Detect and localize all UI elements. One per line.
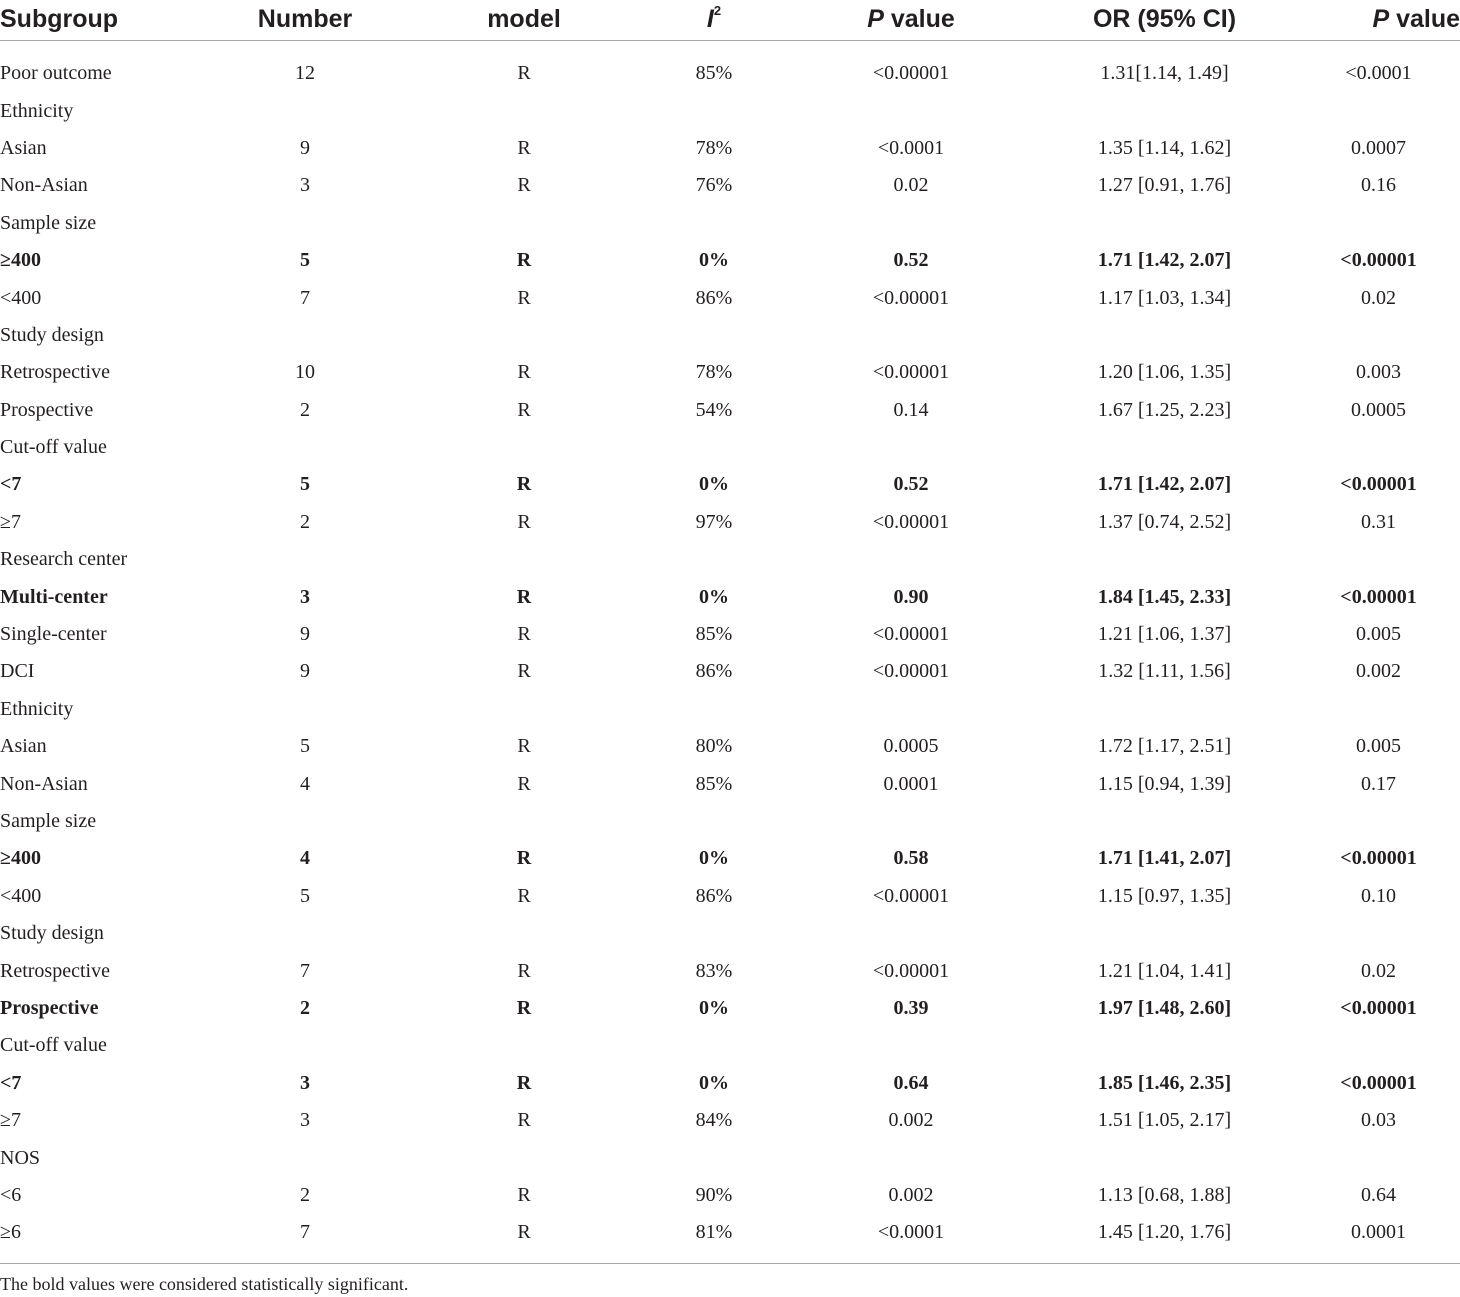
cell-number: 2 [300,510,310,533]
cell-p2-value: 0.0001 [1351,1221,1406,1244]
cell-p-value: <0.00001 [872,62,950,85]
cell-i2 [638,1027,790,1064]
cell-i2: 54% [695,398,733,421]
cell-p-value [790,691,1032,728]
cell-number: 2 [300,1183,310,1206]
cell-p-value: <0.00001 [872,286,950,309]
header-or: OR (95% CI) [1032,0,1297,41]
cell-or: 1.35 [1.14, 1.62] [1097,136,1232,159]
cell-i2: 0% [699,249,729,272]
table-row [0,765,1460,802]
cell-or [1032,317,1297,354]
cell-i2: 0% [699,473,729,496]
cell-or: 1.32 [1.11, 1.56] [1098,660,1231,683]
cell-number: 9 [300,136,310,159]
table-row [0,653,1460,690]
cell-subgroup: Cut-off value [0,436,107,459]
cell-subgroup: Ethnicity [0,697,74,720]
cell-subgroup: Non-Asian [0,174,88,197]
cell-p-value: <0.00001 [872,623,950,646]
cell-p-value [790,1027,1032,1064]
cell-number [200,915,410,952]
cell-subgroup: Study design [0,323,104,346]
cell-i2: 86% [695,660,733,683]
header-number: Number [200,0,410,41]
cell-i2 [638,915,790,952]
cell-i2 [638,1139,790,1176]
cell-p2-value: <0.00001 [1340,847,1417,870]
bottom-rule [0,1263,1460,1264]
cell-p-value [790,205,1032,242]
cell-p2-value [1297,317,1460,354]
cell-p-value [790,915,1032,952]
cell-i2: 90% [695,1183,733,1206]
table-row [0,691,1460,728]
cell-p-value: <0.00001 [872,361,950,384]
cell-model: R [517,510,531,533]
cell-i2 [638,541,790,578]
cell-number: 5 [300,735,310,758]
cell-p-value [790,1139,1032,1176]
cell-or: 1.21 [1.04, 1.41] [1097,959,1232,982]
cell-p-value: 0.14 [893,398,929,421]
cell-model [410,915,638,952]
cell-subgroup: <7 [0,1071,22,1094]
cell-p-value [790,92,1032,129]
cell-p-value: 0.002 [888,1183,934,1206]
cell-number [200,92,410,129]
header-p2-rest: value [1389,4,1460,33]
table-row [0,915,1460,952]
cell-i2: 0% [699,996,729,1019]
cell-p2-value [1297,1139,1460,1176]
cell-i2: 0% [699,1071,729,1094]
cell-or: 1.15 [0.94, 1.39] [1097,772,1232,795]
cell-or: 1.20 [1.06, 1.35] [1097,361,1232,384]
cell-subgroup: <7 [0,473,22,496]
cell-p-value: 0.39 [893,996,929,1019]
cell-p2-value: 0.0007 [1351,136,1406,159]
cell-or: 1.71 [1.42, 2.07] [1097,249,1232,272]
cell-p2-value: 0.10 [1361,884,1396,907]
header-i2-base: I [706,4,714,33]
cell-model: R [517,1109,531,1132]
cell-or [1032,92,1297,129]
cell-or: 1.45 [1.20, 1.76] [1097,1221,1232,1244]
table-row [0,279,1460,316]
cell-i2: 81% [695,1221,733,1244]
cell-subgroup: ≥6 [0,1221,21,1244]
table-row [0,541,1460,578]
cell-subgroup: <6 [0,1183,22,1206]
cell-or: 1.97 [1.48, 2.60] [1097,996,1232,1019]
cell-number [200,691,410,728]
cell-subgroup: DCI [0,660,35,683]
cell-subgroup: Cut-off value [0,1034,107,1057]
cell-model: R [517,174,531,197]
cell-model: R [516,847,532,870]
cell-i2: 85% [695,772,733,795]
cell-number: 9 [300,623,310,646]
cell-number: 3 [300,585,310,608]
cell-or [1032,205,1297,242]
cell-number: 12 [295,62,315,85]
cell-model [410,429,638,466]
table-row [0,242,1460,279]
cell-number [200,429,410,466]
cell-subgroup: Asian [0,136,47,159]
table-row [0,205,1460,242]
cell-i2: 78% [695,361,733,384]
cell-number: 3 [300,1071,310,1094]
cell-subgroup: ≥7 [0,510,21,533]
header-model: model [410,0,638,41]
cell-subgroup: Non-Asian [0,772,88,795]
cell-number [200,1027,410,1064]
header-p2-value [1297,0,1460,41]
cell-model [410,691,638,728]
spacer-row [0,41,1460,56]
cell-number: 5 [300,473,310,496]
cell-number: 5 [300,249,310,272]
cell-p2-value: 0.005 [1356,735,1401,758]
cell-i2: 80% [695,735,733,758]
cell-p-value: 0.0001 [883,772,939,795]
cell-p2-value: 0.31 [1361,510,1396,533]
cell-p-value: <0.0001 [877,1221,945,1244]
cell-or: 1.84 [1.45, 2.33] [1097,585,1232,608]
cell-or: 1.21 [1.06, 1.37] [1097,623,1232,646]
cell-model: R [517,136,531,159]
cell-subgroup: Poor outcome [0,62,112,85]
cell-model: R [517,959,531,982]
cell-or [1032,915,1297,952]
table-row [0,840,1460,877]
cell-or: 1.17 [1.03, 1.34] [1097,286,1232,309]
cell-number: 2 [300,996,310,1019]
table-body [0,41,1460,1252]
cell-i2: 84% [695,1109,733,1132]
cell-model: R [516,1071,532,1094]
cell-p-value: <0.00001 [872,884,950,907]
cell-number: 7 [300,286,310,309]
cell-i2: 85% [695,623,733,646]
cell-number: 3 [300,174,310,197]
table-row [0,1102,1460,1139]
cell-p2-value: <0.00001 [1340,473,1417,496]
header-i2-sup: 2 [713,3,722,19]
cell-p-value [790,803,1032,840]
cell-p2-value: 0.02 [1361,959,1396,982]
cell-i2: 78% [695,136,733,159]
cell-p-value: 0.90 [893,585,929,608]
cell-or: 1.31[1.14, 1.49] [1100,62,1229,85]
cell-model [410,541,638,578]
table-row [0,1177,1460,1214]
cell-subgroup: Single-center [0,623,107,646]
table-row [0,728,1460,765]
cell-subgroup: Prospective [0,996,99,1019]
cell-model: R [517,1183,531,1206]
table-header-row [0,0,1460,41]
cell-p2-value [1297,541,1460,578]
cell-i2 [638,429,790,466]
cell-p-value: 0.58 [893,847,929,870]
cell-i2: 0% [699,847,729,870]
cell-p2-value [1297,803,1460,840]
table-row [0,354,1460,391]
cell-subgroup: <400 [0,884,42,907]
cell-model: R [517,286,531,309]
table-row [0,578,1460,615]
table-row [0,1214,1460,1251]
cell-model [410,1139,638,1176]
cell-p-value [790,317,1032,354]
cell-or [1032,541,1297,578]
cell-model: R [516,996,532,1019]
table-row [0,317,1460,354]
cell-model: R [516,249,532,272]
cell-number: 9 [300,660,310,683]
cell-or [1032,691,1297,728]
header-p-italic: P [867,4,884,33]
cell-model [410,205,638,242]
cell-subgroup: <400 [0,286,42,309]
cell-p2-value: <0.00001 [1340,585,1417,608]
cell-p2-value: 0.002 [1356,660,1401,683]
cell-number: 10 [295,361,315,384]
cell-p-value: <0.00001 [872,959,950,982]
cell-subgroup: Prospective [0,398,94,421]
table-row [0,504,1460,541]
cell-model: R [517,772,531,795]
cell-p2-value: <0.0001 [1345,62,1412,85]
cell-or: 1.27 [0.91, 1.76] [1097,174,1232,197]
cell-i2: 86% [695,884,733,907]
header-i2 [638,0,790,41]
cell-p-value: 0.02 [893,174,929,197]
cell-i2: 86% [695,286,733,309]
cell-p-value: <0.00001 [872,660,950,683]
cell-or: 1.67 [1.25, 2.23] [1097,398,1232,421]
cell-number [200,1139,410,1176]
table-row [0,1139,1460,1176]
cell-or [1032,803,1297,840]
cell-or: 1.13 [0.68, 1.88] [1097,1183,1232,1206]
cell-model: R [516,585,532,608]
cell-p2-value [1297,691,1460,728]
cell-i2: 83% [695,959,733,982]
cell-number: 2 [300,398,310,421]
cell-p-value [790,541,1032,578]
cell-p-value: 0.52 [893,249,929,272]
cell-p-value [790,429,1032,466]
cell-subgroup: Retrospective [0,361,110,384]
table-row [0,1065,1460,1102]
cell-model: R [517,884,531,907]
cell-p2-value: 0.02 [1361,286,1396,309]
cell-p2-value [1297,205,1460,242]
cell-or: 1.71 [1.41, 2.07] [1097,847,1232,870]
cell-p2-value: 0.17 [1361,772,1396,795]
cell-number: 5 [300,884,310,907]
header-p2-italic: P [1372,4,1390,33]
cell-or: 1.72 [1.17, 2.51] [1097,735,1232,758]
cell-model: R [516,473,532,496]
cell-subgroup: Multi-center [0,585,108,608]
cell-p2-value: 0.003 [1356,361,1401,384]
table-row [0,616,1460,653]
cell-i2: 0% [699,585,729,608]
cell-or: 1.37 [0.74, 2.52] [1097,510,1232,533]
cell-model [410,1027,638,1064]
cell-number [200,205,410,242]
cell-subgroup: Research center [0,548,128,571]
cell-p2-value: 0.005 [1356,623,1401,646]
cell-i2 [638,317,790,354]
cell-p2-value: 0.03 [1361,1109,1396,1132]
cell-i2 [638,205,790,242]
footnote: The bold values were considered statistically significant. [0,1274,409,1294]
cell-number [200,541,410,578]
cell-or: 1.85 [1.46, 2.35] [1097,1071,1232,1094]
cell-i2 [638,803,790,840]
cell-number: 4 [300,847,310,870]
cell-subgroup: ≥400 [0,847,41,870]
cell-i2: 85% [695,62,733,85]
cell-subgroup: Ethnicity [0,99,74,122]
cell-subgroup: Study design [0,922,104,945]
cell-p2-value [1297,429,1460,466]
cell-number: 7 [300,1221,310,1244]
table-row [0,392,1460,429]
cell-p2-value: 0.64 [1361,1183,1396,1206]
table-row [0,990,1460,1027]
cell-model: R [517,398,531,421]
cell-p-value: 0.52 [893,473,929,496]
cell-or [1032,1139,1297,1176]
cell-subgroup: Retrospective [0,959,110,982]
cell-or [1032,1027,1297,1064]
table-row [0,803,1460,840]
cell-number [200,317,410,354]
cell-p-value: <0.0001 [877,136,945,159]
cell-number: 3 [300,1109,310,1132]
cell-or [1032,429,1297,466]
cell-i2 [638,691,790,728]
cell-number: 7 [300,959,310,982]
cell-number: 4 [300,772,310,795]
cell-p2-value [1297,1027,1460,1064]
table-row [0,878,1460,915]
cell-p2-value: <0.00001 [1340,1071,1417,1094]
table-row [0,55,1460,92]
cell-p2-value: 0.16 [1361,174,1396,197]
cell-or: 1.15 [0.97, 1.35] [1097,884,1232,907]
header-p-rest: value [883,4,955,33]
cell-model [410,803,638,840]
cell-model [410,317,638,354]
cell-model: R [517,1221,531,1244]
table-row [0,429,1460,466]
table-row [0,466,1460,503]
table-row [0,952,1460,989]
cell-number [200,803,410,840]
table-row [0,167,1460,204]
table-row [0,1027,1460,1064]
cell-p-value: <0.00001 [872,510,950,533]
cell-model [410,92,638,129]
cell-i2 [638,92,790,129]
cell-or: 1.51 [1.05, 2.17] [1097,1109,1232,1132]
cell-p2-value: <0.00001 [1340,996,1417,1019]
table-row [0,130,1460,167]
cell-p2-value: <0.00001 [1340,249,1417,272]
cell-p-value: 0.0005 [883,735,939,758]
cell-subgroup: ≥7 [0,1109,21,1132]
cell-i2: 76% [695,174,733,197]
cell-i2: 97% [695,510,733,533]
header-p-value [790,0,1032,41]
table-row [0,92,1460,129]
cell-p2-value: 0.0005 [1351,398,1406,421]
header-subgroup: Subgroup [0,0,200,41]
cell-model: R [517,62,531,85]
cell-subgroup: Sample size [0,211,97,234]
cell-model: R [517,660,531,683]
cell-p-value: 0.64 [893,1071,929,1094]
cell-p2-value [1297,915,1460,952]
cell-model: R [517,623,531,646]
cell-p2-value [1297,92,1460,129]
cell-p-value: 0.002 [888,1109,934,1132]
cell-subgroup: ≥400 [0,249,41,272]
cell-subgroup: Asian [0,735,47,758]
cell-model: R [517,735,531,758]
cell-model: R [517,361,531,384]
cell-subgroup: NOS [0,1146,41,1169]
cell-subgroup: Sample size [0,810,97,832]
cell-or: 1.71 [1.42, 2.07] [1097,473,1232,496]
